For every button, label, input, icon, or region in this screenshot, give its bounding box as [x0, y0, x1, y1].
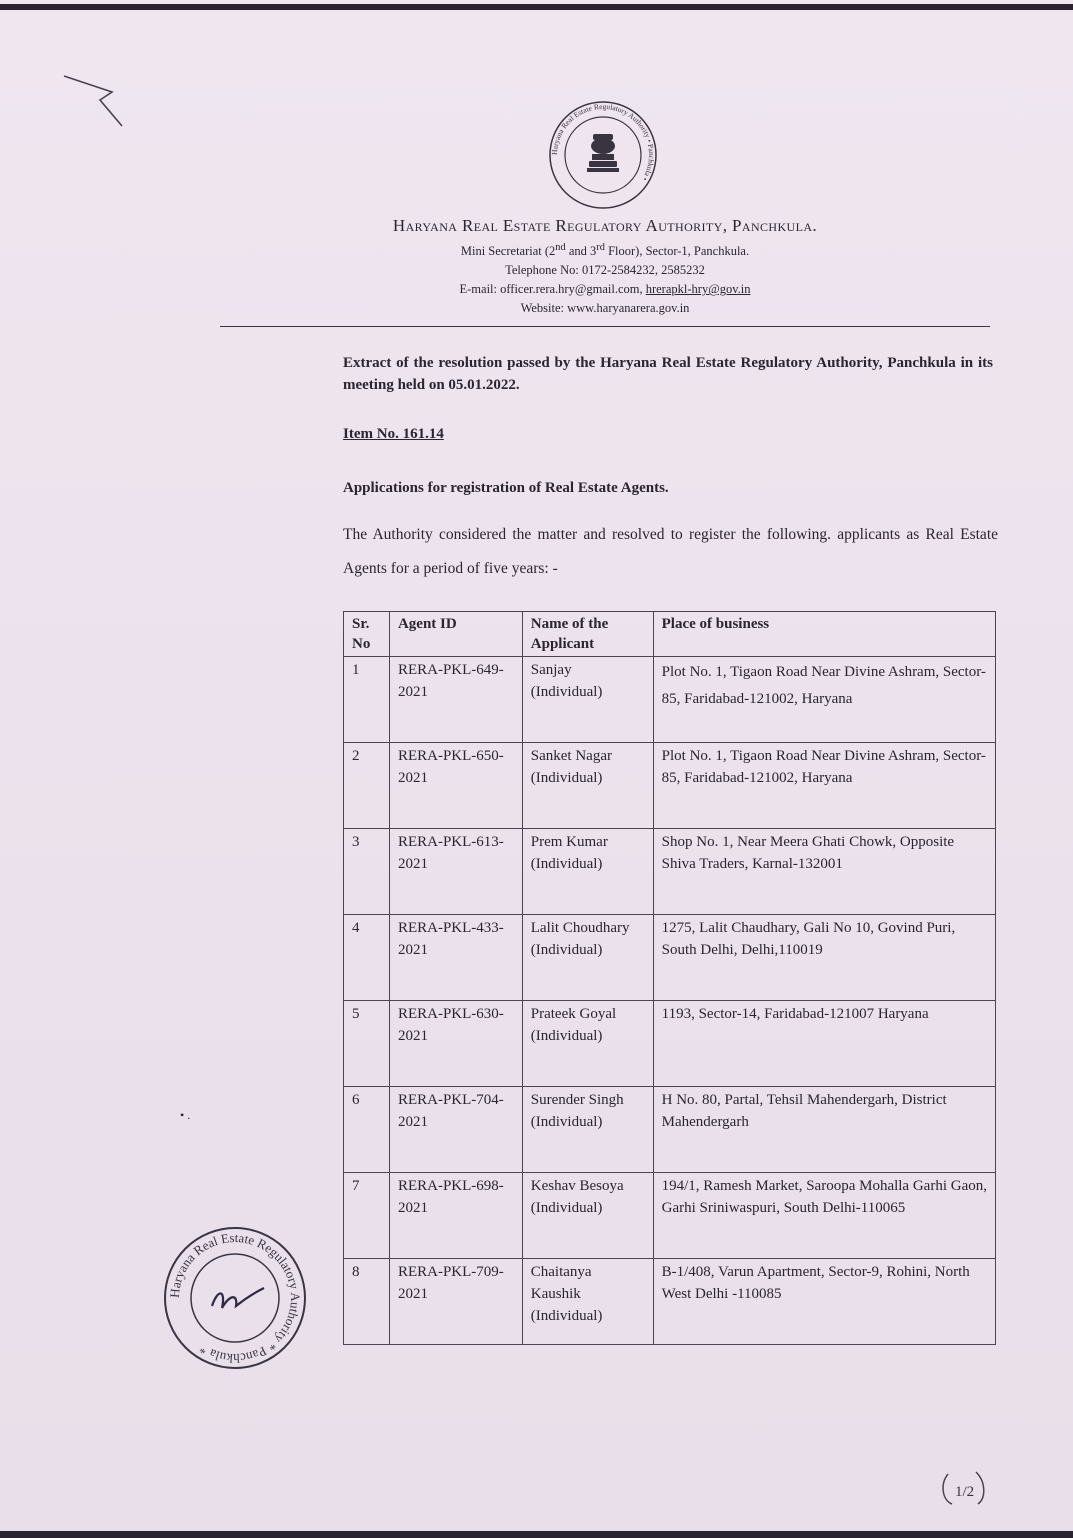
website-line: Website: www.haryanarera.gov.in: [520, 301, 690, 316]
cell-agent-id: RERA-PKL-698-2021: [389, 1173, 522, 1259]
cell-place: B-1/408, Varun Apartment, Sector-9, Rohini, North West Delhi -110085: [653, 1259, 995, 1345]
address-line: Mini Secretariat (2nd and 3rd Floor), Sector-1, Panchkula.: [460, 242, 750, 259]
table-row: [344, 1173, 996, 1259]
cell-agent-id: RERA-PKL-613-2021: [389, 829, 522, 915]
page-number-text: 1/2: [955, 1484, 975, 1500]
header-divider: [220, 326, 990, 327]
table-row: [344, 1259, 996, 1345]
resolution-paragraph: The Authority considered the matter and resolved to register the following. applicants as Real Estate Agents for a period of five years: -: [343, 526, 998, 577]
email-line: E-mail: officer.rera.hry@gmail.com, hrerapkl-hry@gov.in: [459, 282, 751, 297]
cell-place: 1193, Sector-14, Faridabad-121007 Haryana: [653, 1001, 995, 1087]
emblem-ring-text: Haryana Real Estate Regulatory Authority • Panchkula •: [549, 101, 657, 183]
header-applicant-name: Name of the Applicant: [522, 612, 653, 657]
header-place-of-business: Place of business: [653, 612, 995, 657]
subject-heading: Applications for registration of Real Estate Agents.: [343, 480, 669, 496]
cell-name: Prem Kumar (Individual): [522, 829, 653, 915]
bottom-border: [0, 1531, 1073, 1538]
cell-sr: 5: [344, 1001, 390, 1087]
cell-place: 194/1, Ramesh Market, Saroopa Mohalla Garhi Gaon, Garhi Sriniwaspuri, South Delhi-110065: [653, 1173, 995, 1259]
cell-sr: 2: [344, 743, 390, 829]
cell-sr: 6: [344, 1087, 390, 1173]
cell-agent-id: RERA-PKL-649-2021: [389, 657, 522, 743]
cell-place: Plot No. 1, Tigaon Road Near Divine Ashram, Sector-85, Faridabad-121002, Haryana: [653, 657, 995, 743]
pen-mark-icon: [60, 70, 130, 130]
cell-agent-id: RERA-PKL-704-2021: [389, 1087, 522, 1173]
cell-place: 1275, Lalit Chaudhary, Gali No 10, Govind Puri, South Delhi, Delhi,110019: [653, 915, 995, 1001]
cell-agent-id: RERA-PKL-433-2021: [389, 915, 522, 1001]
rera-emblem-icon: [542, 100, 664, 210]
authority-seal-icon: [160, 1218, 310, 1378]
table-row: [344, 829, 996, 915]
table-row: [344, 1087, 996, 1173]
cell-name: Sanjay (Individual): [522, 657, 653, 743]
cell-sr: 3: [344, 829, 390, 915]
cell-agent-id: RERA-PKL-630-2021: [389, 1001, 522, 1087]
cell-name: Lalit Choudhary (Individual): [522, 915, 653, 1001]
agents-table: [343, 611, 996, 1345]
seal-ring-text: Haryana Real Estate Regulatory Authority * Panchkula *: [166, 1229, 304, 1367]
cell-sr: 4: [344, 915, 390, 1001]
table-row: [344, 657, 996, 743]
telephone-line: Telephone No: 0172-2584232, 2585232: [505, 263, 705, 278]
cell-name: Chaitanya Kaushik (Individual): [522, 1259, 653, 1345]
cell-place: H No. 80, Partal, Tehsil Mahendergarh, District Mahendergarh: [653, 1087, 995, 1173]
cell-name: Prateek Goyal (Individual): [522, 1001, 653, 1087]
page-number-mark: [938, 1468, 990, 1508]
cell-place: Shop No. 1, Near Meera Ghati Chowk, Opposite Shiva Traders, Karnal-132001: [653, 829, 995, 915]
table-header-row: [344, 612, 996, 657]
cell-agent-id: RERA-PKL-709-2021: [389, 1259, 522, 1345]
cell-sr: 7: [344, 1173, 390, 1259]
signature-icon: [212, 1288, 264, 1308]
header-sr-no: Sr. No: [344, 612, 390, 657]
resolution-extract: Extract of the resolution passed by the Haryana Real Estate Regulatory Authority, Panchkula in its meeting held on 05.01.2022.: [343, 355, 993, 393]
cell-sr: 1: [344, 657, 390, 743]
letterhead: [220, 214, 990, 318]
table-row: [344, 1001, 996, 1087]
top-border: [0, 4, 1073, 10]
cell-name: Surender Singh (Individual): [522, 1087, 653, 1173]
table-row: [344, 915, 996, 1001]
table-row: [344, 743, 996, 829]
item-number: Item No. 161.14: [343, 426, 444, 442]
organization-title: Haryana Real Estate Regulatory Authority, Panchkula.: [392, 216, 818, 235]
cell-agent-id: RERA-PKL-650-2021: [389, 743, 522, 829]
cell-name: Keshav Besoya (Individual): [522, 1173, 653, 1259]
stray-marks: • .: [180, 1108, 191, 1122]
cell-place: Plot No. 1, Tigaon Road Near Divine Ashram, Sector-85, Faridabad-121002, Haryana: [653, 743, 995, 829]
cell-sr: 8: [344, 1259, 390, 1345]
cell-name: Sanket Nagar (Individual): [522, 743, 653, 829]
header-agent-id: Agent ID: [389, 612, 522, 657]
